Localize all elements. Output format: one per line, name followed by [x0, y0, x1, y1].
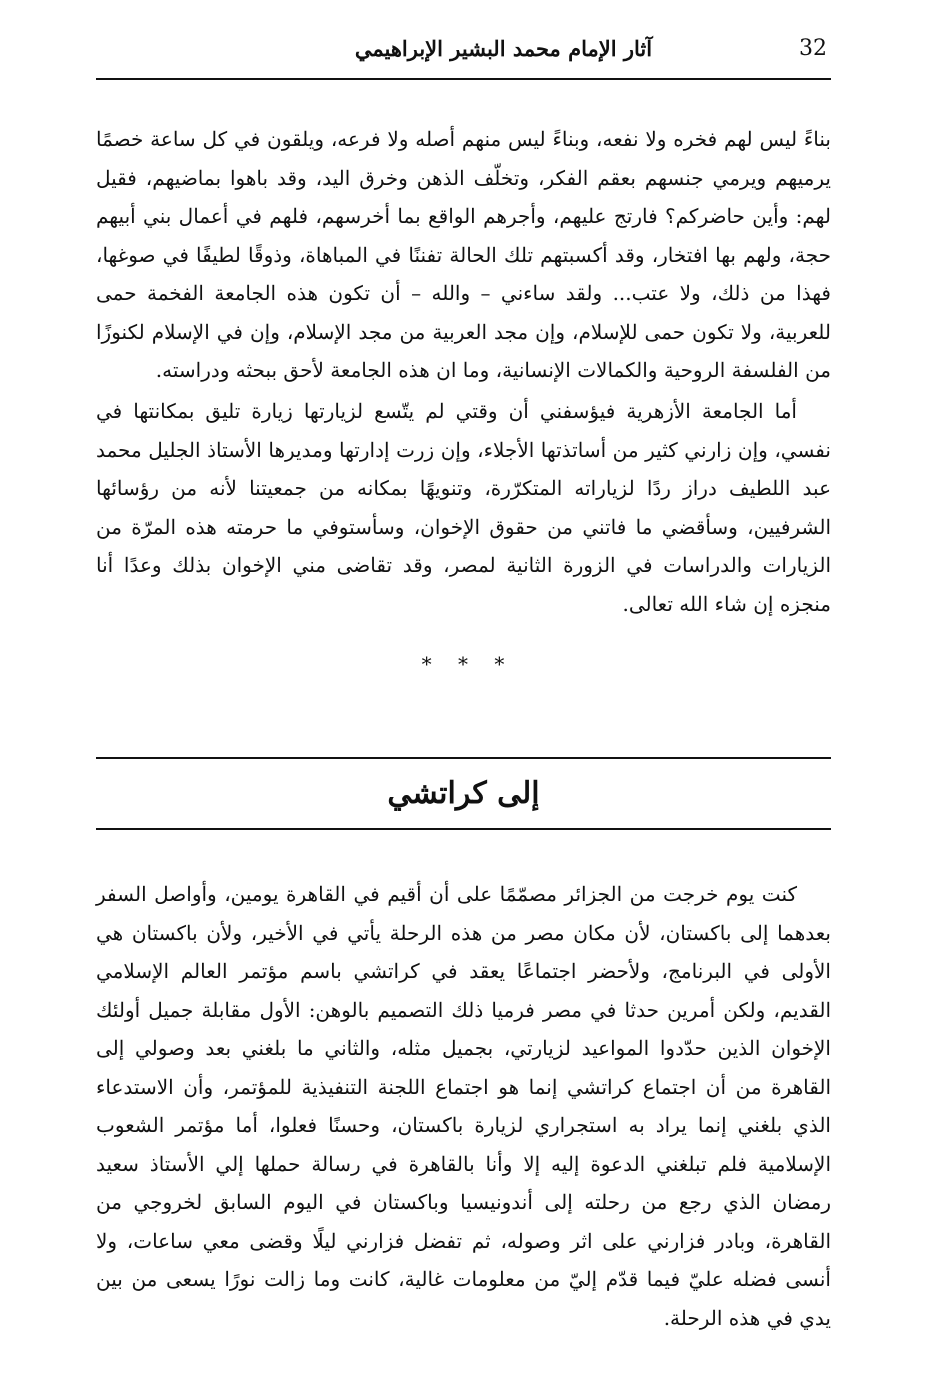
section-title: إلى كراتشي — [387, 776, 540, 811]
title-rule-bottom — [96, 828, 831, 830]
paragraph-2: أما الجامعة الأزهرية فيؤسفني أن وقتي لم يتّسع لزيارتها زيارة تليق بمكانتها في نفسي، وإن زارني كثير من أساتذتها الأجلاء، وإن زرت إدارتها ومديرها الأستاذ الجليل محمد عبد اللطيف دراز ردًا لزياراته المتكرّرة، وتنويهًا بمكانه من جمعيتنا لأنه من رؤسائها الشرفيين، وسأقضي ما فاتني من حقوق الإخوان، وسأستوفي ما حرمته هذه المرّة من الزيارات والدراسات في الزورة الثانية لمصر، وقد تقاضى مني الإخوان بذلك وعدًا أنا منجزه إن شاء الله تعالى. — [96, 399, 831, 616]
section-separator: * * * — [421, 652, 515, 676]
paragraph-1: بناءً ليس لهم فخره ولا نفعه، وبناءً ليس منهم أصله ولا فرعه، ويلقون في كل ساعة خصمًا يرميهم ويرمي جنسهم بعقم الفكر، وتخلّف الذهن وخرق اليد، وقد باهوا بماضيهم، فقيل لهم: وأين حاضركم؟ فارتج عليهم، وأجرهم الواقع بما أخرسهم، فلهم في أعمال بني أبيهم حجة، ولهم بها افتخار، وقد أكسبتهم تلك الحالة تفننًا في المباهاة، وذوقًا لطيفًا في صوغها، فهذا من ذلك، ولا عتب... ولقد ساءني – والله – أن تكون هذه الجامعة الفخمة حمى للعربية، ولا تكون حمى للإسلام، وإن مجد العربية من مجد الإسلام، وإن في الإسلام لكنوزًا من الفلسفة الروحية والكمالات الإنسانية، وما ان هذه الجامعة لأحق ببحثه ودراسته. — [96, 127, 831, 382]
title-rule-top — [96, 757, 831, 759]
page-header — [96, 34, 831, 74]
running-title: آثار الإمام محمد البشير الإبراهيمي — [354, 36, 653, 61]
page-number: 32 — [799, 36, 827, 61]
paragraph-3: كنت يوم خرجت من الجزائر مصمّمًا على أن أقيم في القاهرة يومين، وأواصل السفر بعدهما إلى باكستان، لأن مكان مصر من هذه الرحلة يأتي في الأخير، ولأن باكستان هي الأولى في البرنامج، ولأحضر اجتماعًا يعقد في كراتشي باسم مؤتمر العالم الإسلامي القديم، ولكن أمرين حدثا في مصر فرميا ذلك التصميم بالوهن: الأول مقابلة جميل أولئك الإخوان الذين حدّدوا المواعيد لزيارتي، بجميل مثله، والثاني ما بلغني بعد وصولي إلى القاهرة من أن اجتماع كراتشي إنما هو اجتماع اللجنة التنفيذية للمؤتمر، وأن الاستدعاء الذي بلغني إنما يراد به استجراري لزيارة باكستان، وحسنًا فعلوا، أما مؤتمر الشعوب الإسلامية فلم تبلغني الدعوة إليه إلا وأنا بالقاهرة في رسالة حملها إلي الأستاذ سعيد رمضان الذي رجع من رحلته إلى أندونيسيا وباكستان في اليوم السابق لخروجي من القاهرة، وبادر فزارني على اثر وصوله، ثم تفضل فزارني ليلًا وقضى معي ساعات، ولا أنسى فضله عليّ فيما قدّم إليّ من معلومات غالية، كانت وما زالت نورًا يسعى من بين يدي في هذه الرحلة. — [96, 882, 831, 1330]
header-rule — [96, 78, 831, 80]
